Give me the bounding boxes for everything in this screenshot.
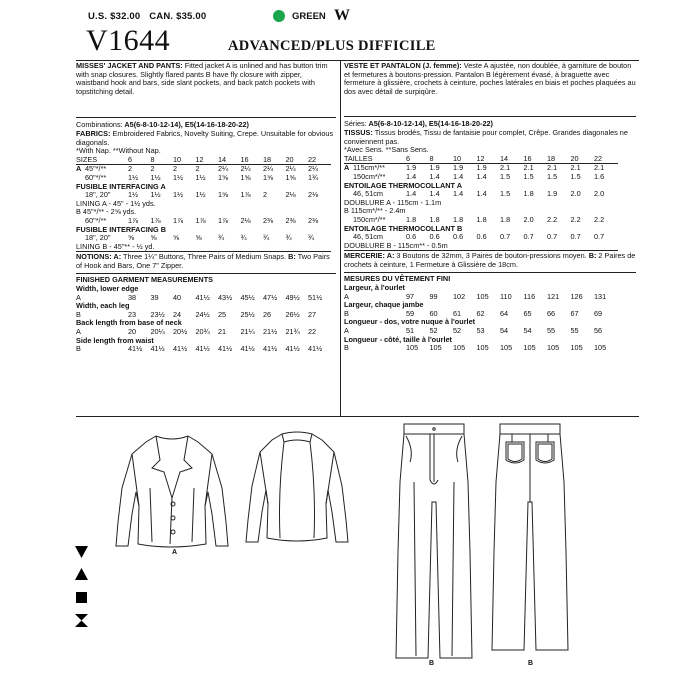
yardage-cell: 1.8 (523, 189, 534, 199)
size-header: 6 (128, 154, 133, 164)
yardage-cell: 1½ (128, 172, 139, 182)
yardage-cell: 1⅝ (240, 172, 251, 182)
yardage-cell: 2 (195, 164, 200, 174)
yardage-cell: 1.9 (547, 189, 558, 199)
yardage-cell: ⅝ (195, 233, 202, 243)
yardage-cell: 2.1 (523, 163, 534, 173)
yardage-cell: 1½ (173, 172, 184, 182)
triangle-up-icon (74, 567, 89, 582)
notions-label: NOTIONS: A: (76, 252, 122, 262)
measurement-cell: 20¾ (195, 327, 210, 337)
yardage-cell: 1½ (150, 190, 161, 200)
column-divider (340, 60, 341, 416)
section-heading: FUSIBLE INTERFACING A (76, 181, 166, 191)
pants-back-illustration (490, 422, 570, 662)
yardage-cell: 2¼ (308, 164, 319, 174)
notions-text: Three 1¼" Buttons, Three Pairs of Medium Snaps. (121, 252, 289, 262)
description-title-fr: VESTE ET PANTALON (J. femme): (344, 61, 462, 70)
yardage-cell: 1.9 (429, 163, 440, 173)
measurement-cell: 121 (547, 291, 560, 301)
notions-text-fr: 3 Boutons de 32mm, 3 Paires de bouton-pressions moyen. (394, 251, 589, 261)
yardage-cell: 2.2 (547, 214, 558, 224)
yardage-cell: 2.1 (500, 163, 511, 173)
yardage-cell: 0.6 (453, 232, 464, 242)
fabric-width: 18", 20" (85, 233, 111, 243)
measurement-cell: 56 (594, 326, 603, 336)
yardage-cell: 1½ (195, 190, 206, 200)
measurement-cell: 67 (570, 308, 579, 318)
yardage-cell: 1⅝ (218, 190, 229, 200)
measurement-cell: 21½ (263, 327, 278, 337)
yardage-cell: 1¾ (308, 172, 319, 182)
jacket-front-label: A (172, 549, 178, 556)
yardage-cell: 2 (128, 164, 133, 174)
measurement-title: Width, each leg (76, 301, 130, 311)
size-header: 6 (406, 153, 411, 163)
measurement-cell: 61 (453, 308, 462, 318)
yardage-cell: 2¼ (285, 164, 296, 174)
measurement-cell: 97 (406, 291, 415, 301)
yardage-cell: 2⅜ (285, 215, 296, 225)
yardage-cell: 2.1 (547, 163, 558, 173)
measurement-cell: 22 (308, 327, 317, 337)
fabrics-label-fr: TISSUS: (344, 127, 373, 137)
yardage-cell: 1.4 (453, 189, 464, 199)
size-header: 10 (173, 154, 182, 164)
sizes-label: SIZES (76, 154, 98, 164)
measurement-cell: 41½ (173, 344, 188, 354)
fabrics (76, 130, 336, 147)
measurement-cell: 21 (218, 327, 227, 337)
measurement-cell: 53 (476, 326, 485, 336)
yardage-cell: 0.7 (523, 232, 534, 242)
size-header: 20 (285, 154, 294, 164)
yardage-cell: 1.8 (406, 214, 417, 224)
size-header: 12 (476, 153, 485, 163)
yardage-cell: 1.4 (476, 171, 487, 181)
measurement-cell: 45½ (240, 292, 255, 302)
measurement-cell: 38 (128, 292, 137, 302)
description-text: Fitted jacket A is unlined and has button trim with snap closures. Slightly flared pants B have fly closure with zipper, waistband hook and bars, side slant pockets, and back patch pockets with topstitching detail. (76, 61, 328, 96)
yardage-cell: 1.8 (429, 214, 440, 224)
measurement-cell: 105 (476, 343, 489, 353)
yardage-cell: ⅝ (128, 233, 135, 243)
yardage-cell: 2⅛ (240, 215, 251, 225)
yardage-cell: ¾ (285, 233, 292, 243)
size-header: 16 (523, 153, 532, 163)
section-heading: ENTOILAGE THERMOCOLLANT B (344, 223, 463, 233)
pants-front-illustration (394, 422, 474, 672)
yardage-cell: 1.5 (547, 171, 558, 181)
yardage-note: LINING A - 45" - 1½ yds. (76, 198, 156, 208)
fabric-width: 46, 51cm (353, 232, 384, 242)
english-column (76, 62, 336, 354)
measurement-title: Longueur - côté, taille à l'ourlet (344, 334, 452, 344)
measurements-title-fr: MESURES DU VÊTEMENT FINI (344, 274, 451, 284)
yardage-cell: 1½ (195, 172, 206, 182)
pattern-header (76, 8, 636, 60)
pattern-number: V1644 (86, 24, 171, 57)
yardage-cell: 1⅝ (285, 172, 296, 182)
measurement-cell: 54 (500, 326, 509, 336)
yardage-cell: ¾ (240, 233, 247, 243)
yardage-table-french (344, 155, 618, 252)
yardage-cell: 1.9 (406, 163, 417, 173)
measurement-cell: 39 (150, 292, 159, 302)
size-header: 10 (453, 153, 462, 163)
yardage-cell: 1⅞ (240, 190, 251, 200)
yardage-cell: 2.0 (570, 189, 581, 199)
description-text-fr: Veste A ajustée, non doublée, à garniture de bouton et fermetures à boutons-pression. Pantalon B légèrement évasé, à braguette avec fermeture à glissière, crochets à ceinture, poches latérales en biais et poches plaquées au dos avec détail de surpiqûre. (344, 61, 636, 96)
sizes-label: TAILLES (344, 153, 373, 163)
fabric-width: 46, 51cm (353, 189, 384, 199)
measurement-cell: 41½ (285, 344, 300, 354)
yardage-cell: 2.1 (570, 163, 581, 173)
yardage-cell: 1.9 (453, 163, 464, 173)
yardage-cell: 1⅞ (128, 215, 139, 225)
yardage-cell: 1.6 (594, 171, 605, 181)
size-header: 8 (150, 154, 155, 164)
square-icon (74, 590, 89, 605)
yardage-cell: 1.5 (500, 171, 511, 181)
measurement-title: Side length from waist (76, 335, 154, 345)
notions-b-label: B: (288, 252, 296, 262)
measurement-cell: 41½ (240, 344, 255, 354)
difficulty-rating: ADVANCED/PLUS DIFFICILE (228, 38, 436, 54)
view-letter: B (344, 343, 349, 353)
measurement-cell: 66 (547, 308, 556, 318)
size-header: 12 (195, 154, 204, 164)
yardage-cell: 1.4 (476, 189, 487, 199)
measurement-cell: 21¾ (285, 327, 300, 337)
print-marks (74, 544, 92, 636)
size-header: 14 (500, 153, 509, 163)
yardage-cell: 1⅞ (150, 215, 161, 225)
yardage-cell: 1.9 (476, 163, 487, 173)
fabric-width: 60"*/** (85, 215, 107, 225)
view-letter: A (76, 164, 82, 174)
measurement-cell: 52 (453, 326, 462, 336)
yardage-cell: ¾ (263, 233, 270, 243)
yardage-cell: 1.4 (429, 189, 440, 199)
yardage-cell: 1.8 (476, 214, 487, 224)
measurement-cell: 47½ (263, 292, 278, 302)
yardage-cell: 1⅞ (173, 215, 184, 225)
fabric-width: 45"*/** (85, 164, 107, 174)
notions-b-text-fr: 2 Paires de crochets à ceinture, 1 Fermeture à Glissière de 18cm. (344, 251, 636, 269)
yardage-cell: 1½ (150, 172, 161, 182)
measurement-cell: 69 (594, 308, 603, 318)
measurement-cell: 43½ (218, 292, 233, 302)
measurement-cell: 102 (453, 291, 466, 301)
view-letter: B (76, 344, 81, 354)
yardage-note: DOUBLURE A - 115cm - 1.1m (344, 197, 442, 207)
yardage-cell: 1⅞ (195, 215, 206, 225)
yardage-cell: 1.4 (406, 171, 417, 181)
jacket-front-illustration (112, 428, 232, 556)
french-column (344, 62, 636, 353)
yardage-cell: 0.6 (429, 232, 440, 242)
measurement-cell: 60 (429, 308, 438, 318)
measurement-cell: 105 (476, 291, 489, 301)
measurement-cell: 41½ (128, 344, 143, 354)
yardage-cell: 1½ (173, 190, 184, 200)
yardage-cell: 0.6 (406, 232, 417, 242)
measurement-cell: 65 (523, 308, 532, 318)
yardage-cell: 1.4 (453, 171, 464, 181)
color-swatch-icon (273, 10, 285, 22)
combinations-label: Combinations: (76, 120, 123, 130)
measurement-cell: 105 (500, 343, 513, 353)
measurement-cell: 23½ (150, 309, 165, 319)
measurement-cell: 51 (406, 326, 415, 336)
measurement-cell: 26½ (285, 309, 300, 319)
yardage-cell: ¾ (308, 233, 315, 243)
color-name: GREEN (292, 11, 326, 22)
yardage-row (76, 226, 331, 235)
measurement-cell: 21¼ (240, 327, 255, 337)
view-letter: B (76, 309, 81, 319)
yardage-cell: 2¼ (263, 164, 274, 174)
measurement-title: Largeur, à l'ourlet (344, 283, 405, 293)
code-letter: W (334, 7, 350, 24)
yardage-cell: ⅝ (173, 233, 180, 243)
fabric-width: 60"*/** (85, 172, 107, 182)
view-letter: A (76, 327, 81, 337)
yardage-cell: 1.8 (453, 214, 464, 224)
size-header: 8 (429, 153, 434, 163)
yardage-cell: 2⅛ (308, 190, 319, 200)
measurement-title: Longueur - dos, votre nuque à l'ourlet (344, 317, 476, 327)
yardage-cell: 1.5 (523, 171, 534, 181)
view-letter: A (344, 291, 349, 301)
measurement-cell: 126 (570, 291, 583, 301)
price-can: CAN. $35.00 (149, 11, 207, 22)
measurement-title: Back length from base of neck (76, 318, 182, 328)
section-heading: ENTOILAGE THERMOCOLLANT A (344, 180, 462, 190)
nap-note: *With Nap. **Without Nap. (76, 146, 161, 156)
yardage-cell: 0.6 (476, 232, 487, 242)
yardage-cell: 2.2 (570, 214, 581, 224)
combinations-value-fr: A5(6-8-10-12-14), E5(14-16-18-20-22) (366, 119, 493, 129)
yardage-cell: 2¼ (218, 164, 229, 174)
measurement-cell: 20 (128, 327, 137, 337)
measurement-cell: 55 (570, 326, 579, 336)
measurement-cell: 24 (173, 309, 182, 319)
combinations-label-fr: Séries: (344, 119, 367, 129)
fabric-width: 18", 20" (85, 190, 111, 200)
yardage-cell: 0.7 (500, 232, 511, 242)
fabrics-text-fr: Tissus brodés, Tissu de fantaisie pour complet, Crêpe. Grandes diagonales ne conviennent pas. (344, 127, 628, 146)
description-title: MISSES' JACKET AND PANTS: (76, 61, 183, 70)
yardage-note: LINING B - 45"** - ½ yd. (76, 243, 331, 252)
combinations-value: A5(6-8-10-12-14), E5(14-16-18-20-22) (122, 120, 249, 130)
measurement-cell: 105 (453, 343, 466, 353)
yardage-note: B 45"*/** - 2⅝ yds. (76, 207, 137, 217)
measurement-cell: 26 (263, 309, 272, 319)
measurement-cell: 110 (500, 291, 512, 301)
yardage-cell: 1.4 (429, 171, 440, 181)
measurement-cell: 24½ (195, 309, 210, 319)
triangle-down-icon (74, 544, 89, 559)
size-header: 14 (218, 154, 227, 164)
hourglass-icon (74, 613, 89, 628)
view-letter: B (344, 308, 349, 318)
yardage-note: B 115cm*/** - 2.4m (344, 206, 406, 216)
description-french (344, 62, 636, 96)
measurement-cell: 51½ (308, 292, 323, 302)
yardage-cell: ⅝ (150, 233, 157, 243)
notions-b-label-fr: B: (588, 251, 597, 261)
bottom-divider (76, 416, 639, 417)
size-header: 22 (594, 153, 603, 163)
fabric-width: 150cm*/** (353, 171, 386, 181)
measurement-cell: 105 (594, 343, 607, 353)
measurement-cell: 49½ (285, 292, 300, 302)
measurements-table-french (344, 284, 618, 353)
measurement-cell: 41½ (263, 344, 278, 354)
measurement-cell: 131 (594, 291, 607, 301)
measurement-cell: 41½ (308, 344, 323, 354)
fabrics-fr (344, 129, 636, 146)
measurement-cell: 55 (547, 326, 556, 336)
size-header: 22 (308, 154, 317, 164)
measurement-cell: 116 (523, 291, 536, 301)
view-letter: A (344, 163, 350, 173)
yardage-cell: 1.4 (406, 189, 417, 199)
size-header: 18 (263, 154, 272, 164)
measurement-cell: 99 (429, 291, 438, 301)
yardage-cell: 2.0 (523, 214, 534, 224)
yardage-cell: 2.2 (594, 214, 605, 224)
yardage-cell: ¾ (218, 233, 225, 243)
measurement-title: Largeur, chaque jambe (344, 300, 424, 310)
measurement-cell: 64 (500, 308, 509, 318)
yardage-cell: 2 (263, 190, 268, 200)
yardage-cell: 2⅛ (285, 190, 296, 200)
yardage-cell: 0.7 (547, 232, 558, 242)
notions-b-text: Two Pairs of Hook and Bars, One 7" Zipper. (76, 252, 330, 270)
price-us: U.S. $32.00 (88, 11, 141, 22)
size-header: 20 (570, 153, 579, 163)
fabric-width: 115cm*/** (353, 163, 385, 173)
yardage-cell: 1⅞ (218, 215, 229, 225)
yardage-row (344, 242, 618, 251)
measurement-cell: 105 (429, 343, 442, 353)
yardage-cell: 1.5 (500, 189, 511, 199)
yardage-cell: 0.7 (570, 232, 581, 242)
measurements-table-english (76, 285, 331, 354)
fabrics-label: FABRICS: (76, 128, 111, 138)
yardage-cell: 2.0 (594, 189, 605, 199)
notions-fr (344, 252, 636, 269)
yardage-cell: 0.7 (594, 232, 605, 242)
yardage-cell: 2¼ (240, 164, 251, 174)
measurement-cell: 41½ (195, 344, 210, 354)
measurement-cell: 41½ (195, 292, 210, 302)
measurement-cell: 20½ (173, 327, 188, 337)
measurement-cell: 59 (406, 308, 415, 318)
view-letter: A (344, 326, 349, 336)
pants-front-label: B (429, 660, 435, 667)
description-english (76, 62, 336, 96)
measurement-cell: 62 (476, 308, 485, 318)
notions-label-fr: MERCERIE: A: (344, 251, 395, 261)
fabric-width: 150cm*/** (353, 214, 386, 224)
yardage-row (76, 243, 331, 252)
yardage-note: DOUBLURE B - 115cm** - 0.5m (344, 242, 618, 251)
yardage-cell: 2 (150, 164, 155, 174)
measurement-cell: 25 (218, 309, 227, 319)
nap-note-fr: *Avec Sens. **Sans Sens. (344, 145, 429, 155)
jacket-back-illustration (244, 430, 350, 548)
measurement-cell: 23 (128, 309, 137, 319)
section-heading: FUSIBLE INTERFACING B (76, 224, 166, 234)
yardage-cell: 2⅜ (308, 215, 319, 225)
measurement-cell: 40 (173, 292, 182, 302)
yardage-cell: 1.8 (500, 214, 511, 224)
measurement-cell: 52 (429, 326, 438, 336)
yardage-cell: 2⅜ (263, 215, 274, 225)
yardage-cell: 2.1 (594, 163, 605, 173)
measurements-title: FINISHED GARMENT MEASUREMENTS (76, 275, 214, 285)
price-line (88, 11, 212, 22)
fabrics-text: Embroidered Fabrics, Novelty Suiting, Crepe. Unsuitable for obvious diagonals. (76, 128, 334, 147)
measurement-row (344, 344, 618, 353)
size-header: 18 (547, 153, 556, 163)
pants-back-label: B (528, 660, 534, 667)
measurement-cell: 25½ (240, 309, 255, 319)
measurement-cell: 105 (570, 343, 583, 353)
measurement-cell: 41½ (150, 344, 165, 354)
yardage-cell: 2 (173, 164, 178, 174)
measurement-cell: 27 (308, 309, 317, 319)
measurement-cell: 20¼ (150, 327, 165, 337)
yardage-cell: 1½ (128, 190, 139, 200)
measurement-cell: 41½ (218, 344, 233, 354)
notions (76, 253, 336, 270)
measurement-row (76, 345, 331, 354)
size-header: 16 (240, 154, 249, 164)
view-letter: A (76, 292, 81, 302)
measurement-title: Width, lower edge (76, 284, 139, 294)
yardage-cell: 1.5 (570, 171, 581, 181)
yardage-table-english (76, 156, 331, 253)
measurement-cell: 105 (406, 343, 419, 353)
measurement-cell: 54 (523, 326, 532, 336)
measurement-cell: 105 (547, 343, 560, 353)
yardage-cell: 1⅝ (218, 172, 229, 182)
measurement-cell: 105 (523, 343, 536, 353)
yardage-cell: 1⅝ (263, 172, 274, 182)
